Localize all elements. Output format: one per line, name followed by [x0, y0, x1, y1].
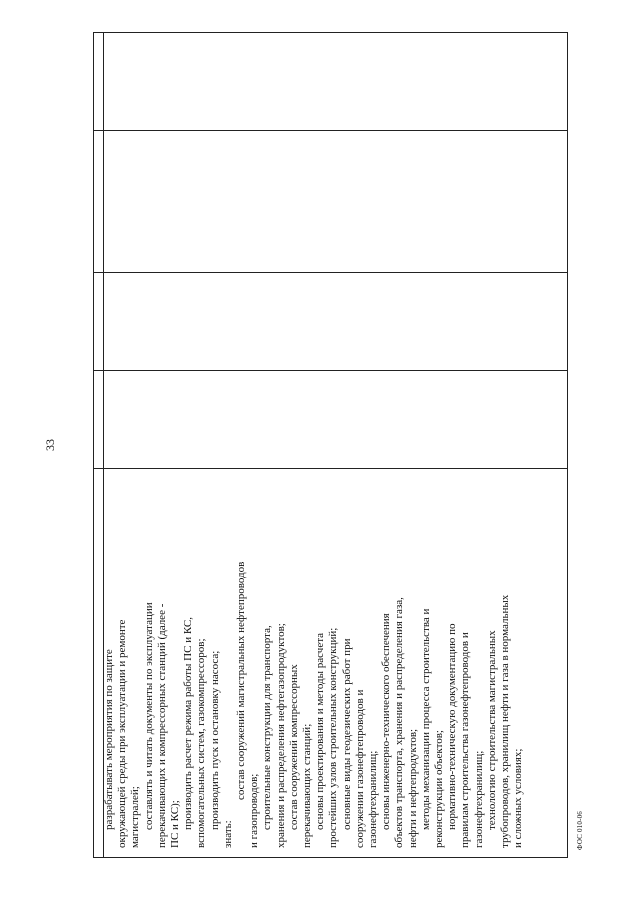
page-number: 33 — [43, 439, 57, 451]
text-line: производить расчет режима работы ПС и КС, — [182, 617, 195, 830]
text-line: методы механизации процесса строительства и — [419, 608, 432, 830]
text-line: основы проектирования и методы расчета — [314, 632, 327, 830]
text-line: реконструкции объектов; — [433, 730, 446, 848]
text-line: знать: — [221, 820, 234, 848]
text-line: вспомогательных систем, газокомпрессоров; — [195, 638, 208, 848]
text-line: состав сооружений магистральных нефтепроводов — [235, 561, 248, 800]
text-line: простейших узлов строительных конструкций; — [327, 627, 340, 848]
text-line: строительные конструкции для транспорта, — [261, 625, 274, 830]
text-line: сооружении газонефтепроводов и — [353, 689, 366, 848]
text-line: трубопроводов, хранилищ нефти и газа в нормальных — [499, 594, 512, 848]
text-line: технологию строительства магистральных — [485, 630, 498, 830]
text-line: перекачивающих и компрессорных станций (далее - — [155, 603, 168, 848]
text-line: магистралей; — [129, 786, 142, 848]
text-line: и газопроводов; — [248, 773, 261, 848]
text-line: нормативно-техническую документацию по — [446, 623, 459, 830]
text-line: хранения и распределения нефтегазопродуктов; — [274, 623, 287, 848]
text-line: составлять и читать документы по эксплуатации — [142, 602, 155, 830]
text-line: перекачивающих станций; — [301, 723, 314, 848]
footer-code: ФОС 010-06 — [576, 810, 584, 850]
text-line: ПС и КС); — [169, 800, 182, 848]
text-line: и сложных условиях; — [512, 748, 525, 848]
text-line: разрабатывать мероприятия по защите — [103, 649, 115, 830]
text-line: нефти и нефтепродуктов; — [406, 728, 419, 848]
row-divider — [93, 272, 568, 273]
text-line: объектов транспорта, хранения и распределения газа, — [393, 597, 406, 848]
text-line: окружающей среды при эксплуатации и ремонте — [116, 619, 129, 848]
text-line: газонефтехранилищ; — [472, 750, 485, 848]
text-line: основные виды геодезических работ при — [340, 638, 353, 830]
text-line: основы инженерно-технического обеспечения — [380, 613, 393, 830]
text-line: правилам строительства газонефтепроводов и — [459, 632, 472, 848]
text-line: производить пуск и остановку насоса; — [208, 650, 221, 830]
row-divider — [93, 130, 568, 131]
text-line: состав сооружений компрессорных — [287, 664, 300, 830]
competency-text-cell — [103, 468, 573, 848]
text-line: газонефтехранилищ; — [367, 750, 380, 848]
row-divider — [93, 370, 568, 371]
